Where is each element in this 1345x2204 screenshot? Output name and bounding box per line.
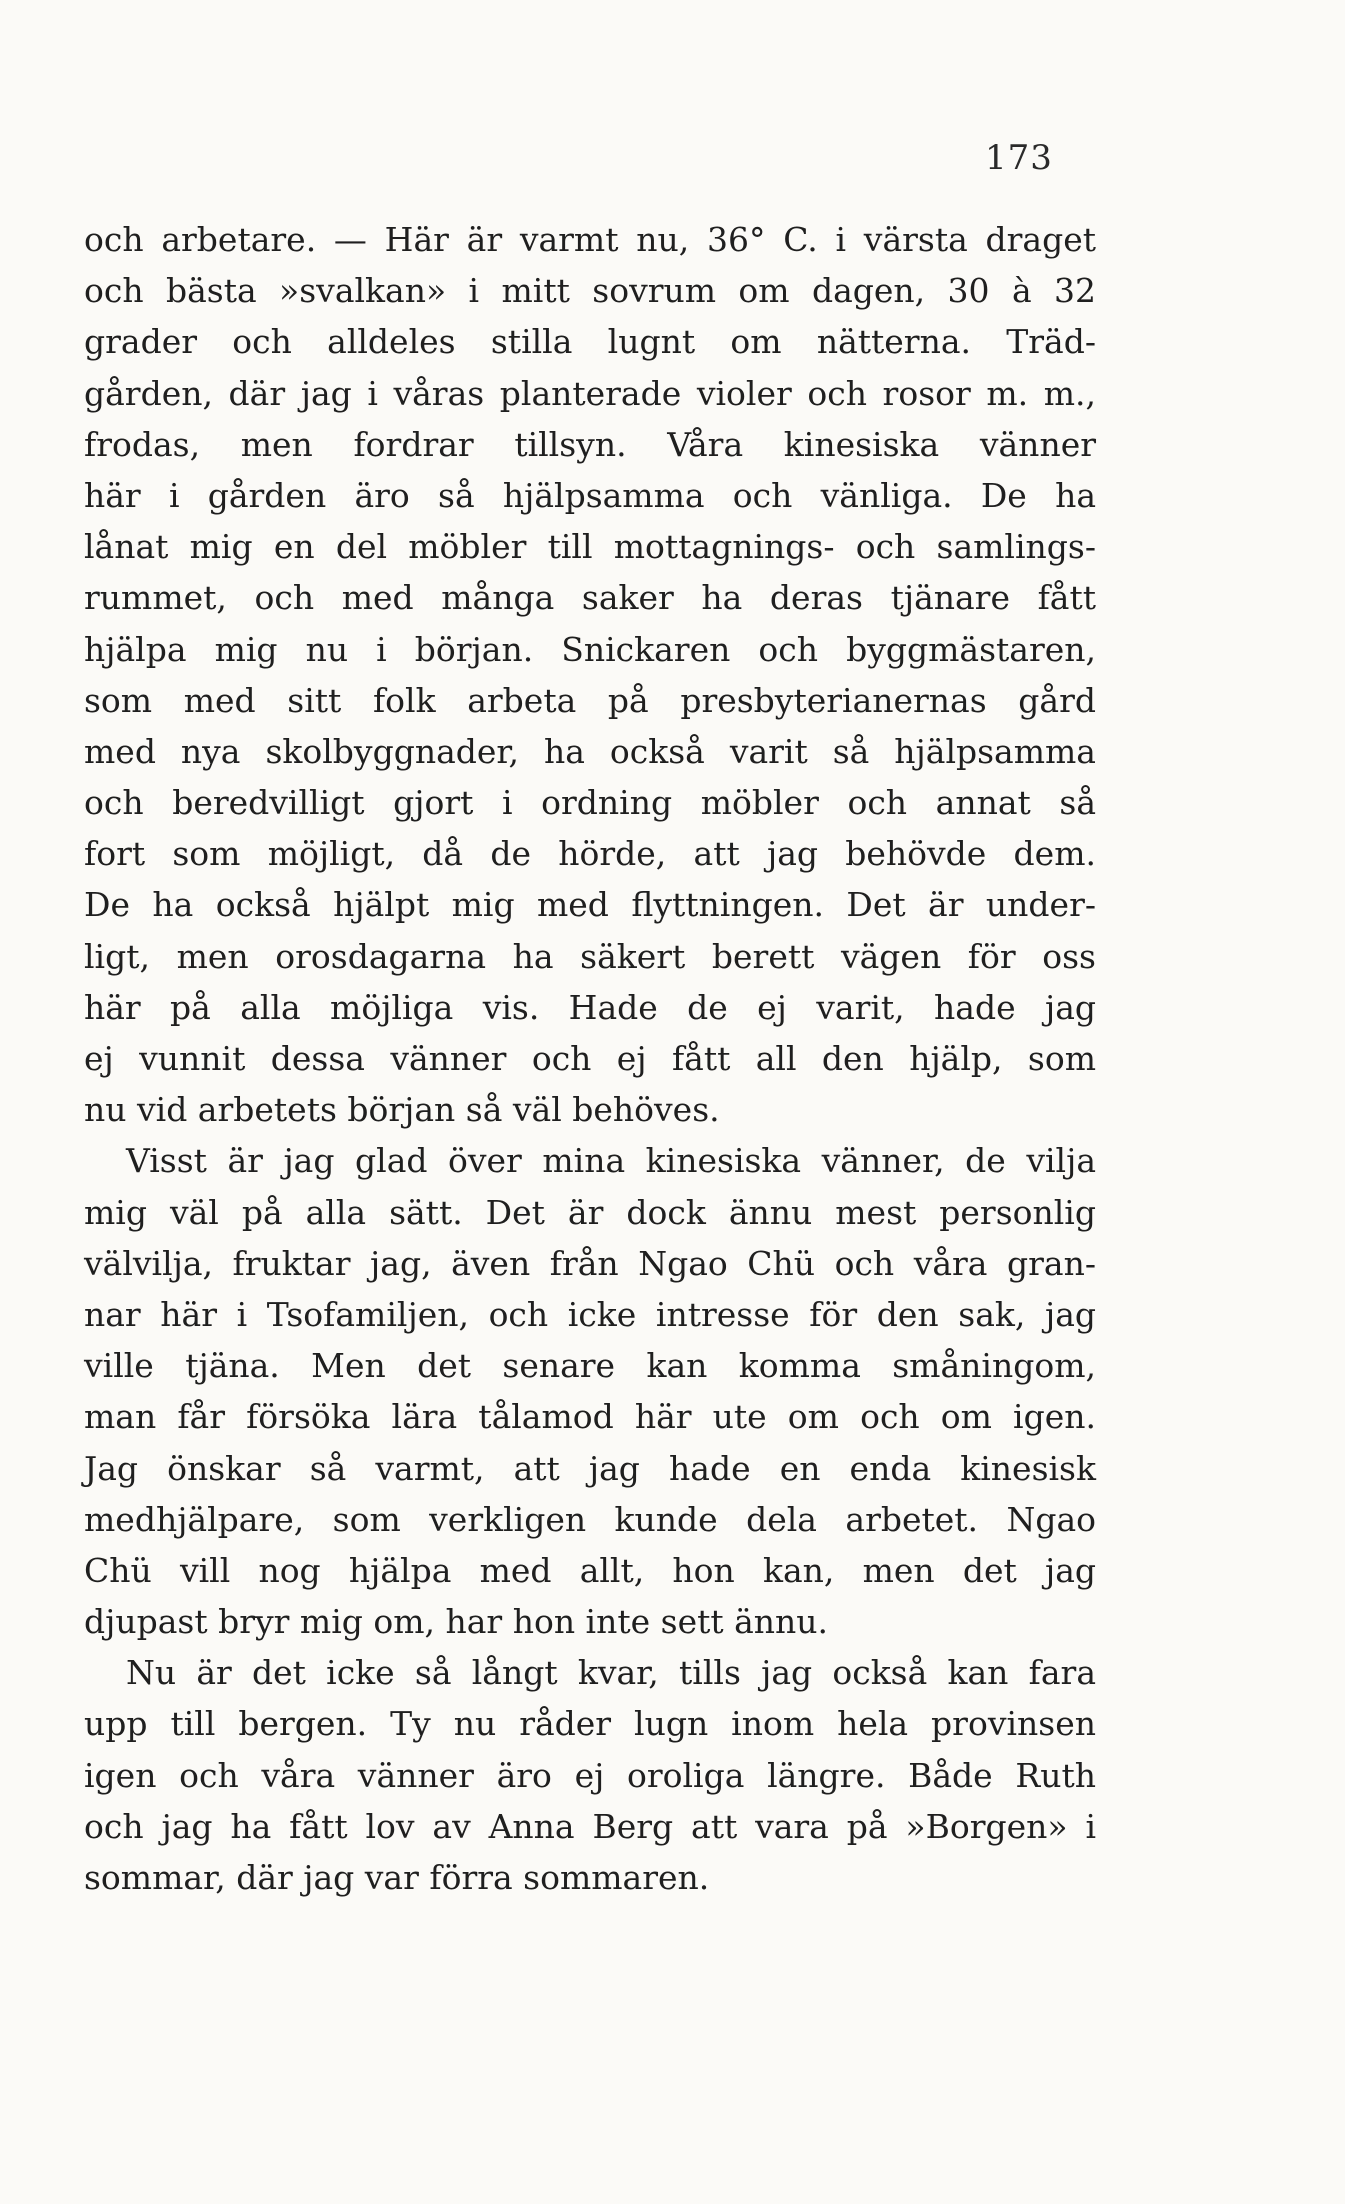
text-line: upp till bergen. Ty nu råder lugn inom hela provinsen bbox=[84, 1704, 1096, 1744]
text-line: ej vunnit dessa vänner och ej fått all den hjälp, som bbox=[84, 1039, 1096, 1078]
text-line: rummet, och med många saker ha deras tjänare fått bbox=[84, 578, 1096, 618]
text-line: och arbetare. — Här är varmt nu, 36° C. i värsta draget bbox=[84, 220, 1096, 259]
text-line: fort som möjligt, då de hörde, att jag behövde dem. bbox=[84, 834, 1096, 874]
text-line: igen och våra vänner äro ej oroliga längre. Både Ruth bbox=[84, 1755, 1096, 1795]
text-line: som med sitt folk arbeta på presbyterianernas gård bbox=[84, 680, 1096, 720]
text-line: Chü vill nog hjälpa med allt, hon kan, men det jag bbox=[84, 1550, 1096, 1590]
text-line: ville tjäna. Men det senare kan komma småningom, bbox=[84, 1346, 1096, 1386]
text-line: medhjälpare, som verkligen kunde dela arbetet. Ngao bbox=[84, 1499, 1096, 1539]
text-line: och beredvilligt gjort i ordning möbler och annat så bbox=[84, 783, 1096, 823]
text-line: lånat mig en del möbler till mottagnings- och samlings- bbox=[84, 527, 1096, 567]
text-line: här på alla möjliga vis. Hade de ej varit, hade jag bbox=[84, 987, 1096, 1027]
text-line: man får försöka lära tålamod här ute om och om igen. bbox=[84, 1397, 1096, 1437]
body-text bbox=[84, 214, 1096, 1903]
text-line: och bästa »svalkan» i mitt sovrum om dagen, 30 à 32 bbox=[84, 271, 1096, 311]
text-line: De ha också hjälpt mig med flyttningen. Det är under- bbox=[84, 885, 1096, 925]
text-line: Visst är jag glad över mina kinesiska vänner, de vilja bbox=[126, 1141, 1096, 1181]
text-line: Jag önskar så varmt, att jag hade en enda kinesisk bbox=[84, 1448, 1096, 1488]
text-line: gården, där jag i våras planterade violer och rosor m. m., bbox=[84, 373, 1096, 413]
text-line: grader och alldeles stilla lugnt om nätterna. Träd- bbox=[84, 322, 1096, 362]
text-line: nu vid arbetets början så väl behöves. bbox=[84, 1090, 720, 1130]
text-line: djupast bryr mig om, har hon inte sett ännu. bbox=[84, 1602, 829, 1642]
text-line: sommar, där jag var förra sommaren. bbox=[84, 1858, 710, 1897]
text-line: Nu är det icke så långt kvar, tills jag också kan fara bbox=[126, 1653, 1096, 1693]
text-line: välvilja, fruktar jag, även från Ngao Chü och våra gran- bbox=[84, 1243, 1096, 1283]
page-number: 173 bbox=[985, 138, 1053, 178]
text-line: mig väl på alla sätt. Det är dock ännu mest personlig bbox=[84, 1192, 1096, 1232]
text-line: nar här i Tsofamiljen, och icke intresse för den sak, jag bbox=[84, 1294, 1096, 1334]
text-line: och jag ha fått lov av Anna Berg att vara på »Borgen» i bbox=[84, 1806, 1096, 1846]
text-line: med nya skolbyggnader, ha också varit så hjälpsamma bbox=[84, 731, 1096, 771]
text-line: frodas, men fordrar tillsyn. Våra kinesiska vänner bbox=[84, 424, 1096, 464]
text-line: ligt, men orosdagarna ha säkert berett vägen för oss bbox=[84, 936, 1096, 976]
text-line: här i gården äro så hjälpsamma och vänliga. De ha bbox=[84, 475, 1096, 515]
text-line: hjälpa mig nu i början. Snickaren och byggmästaren, bbox=[84, 629, 1096, 669]
